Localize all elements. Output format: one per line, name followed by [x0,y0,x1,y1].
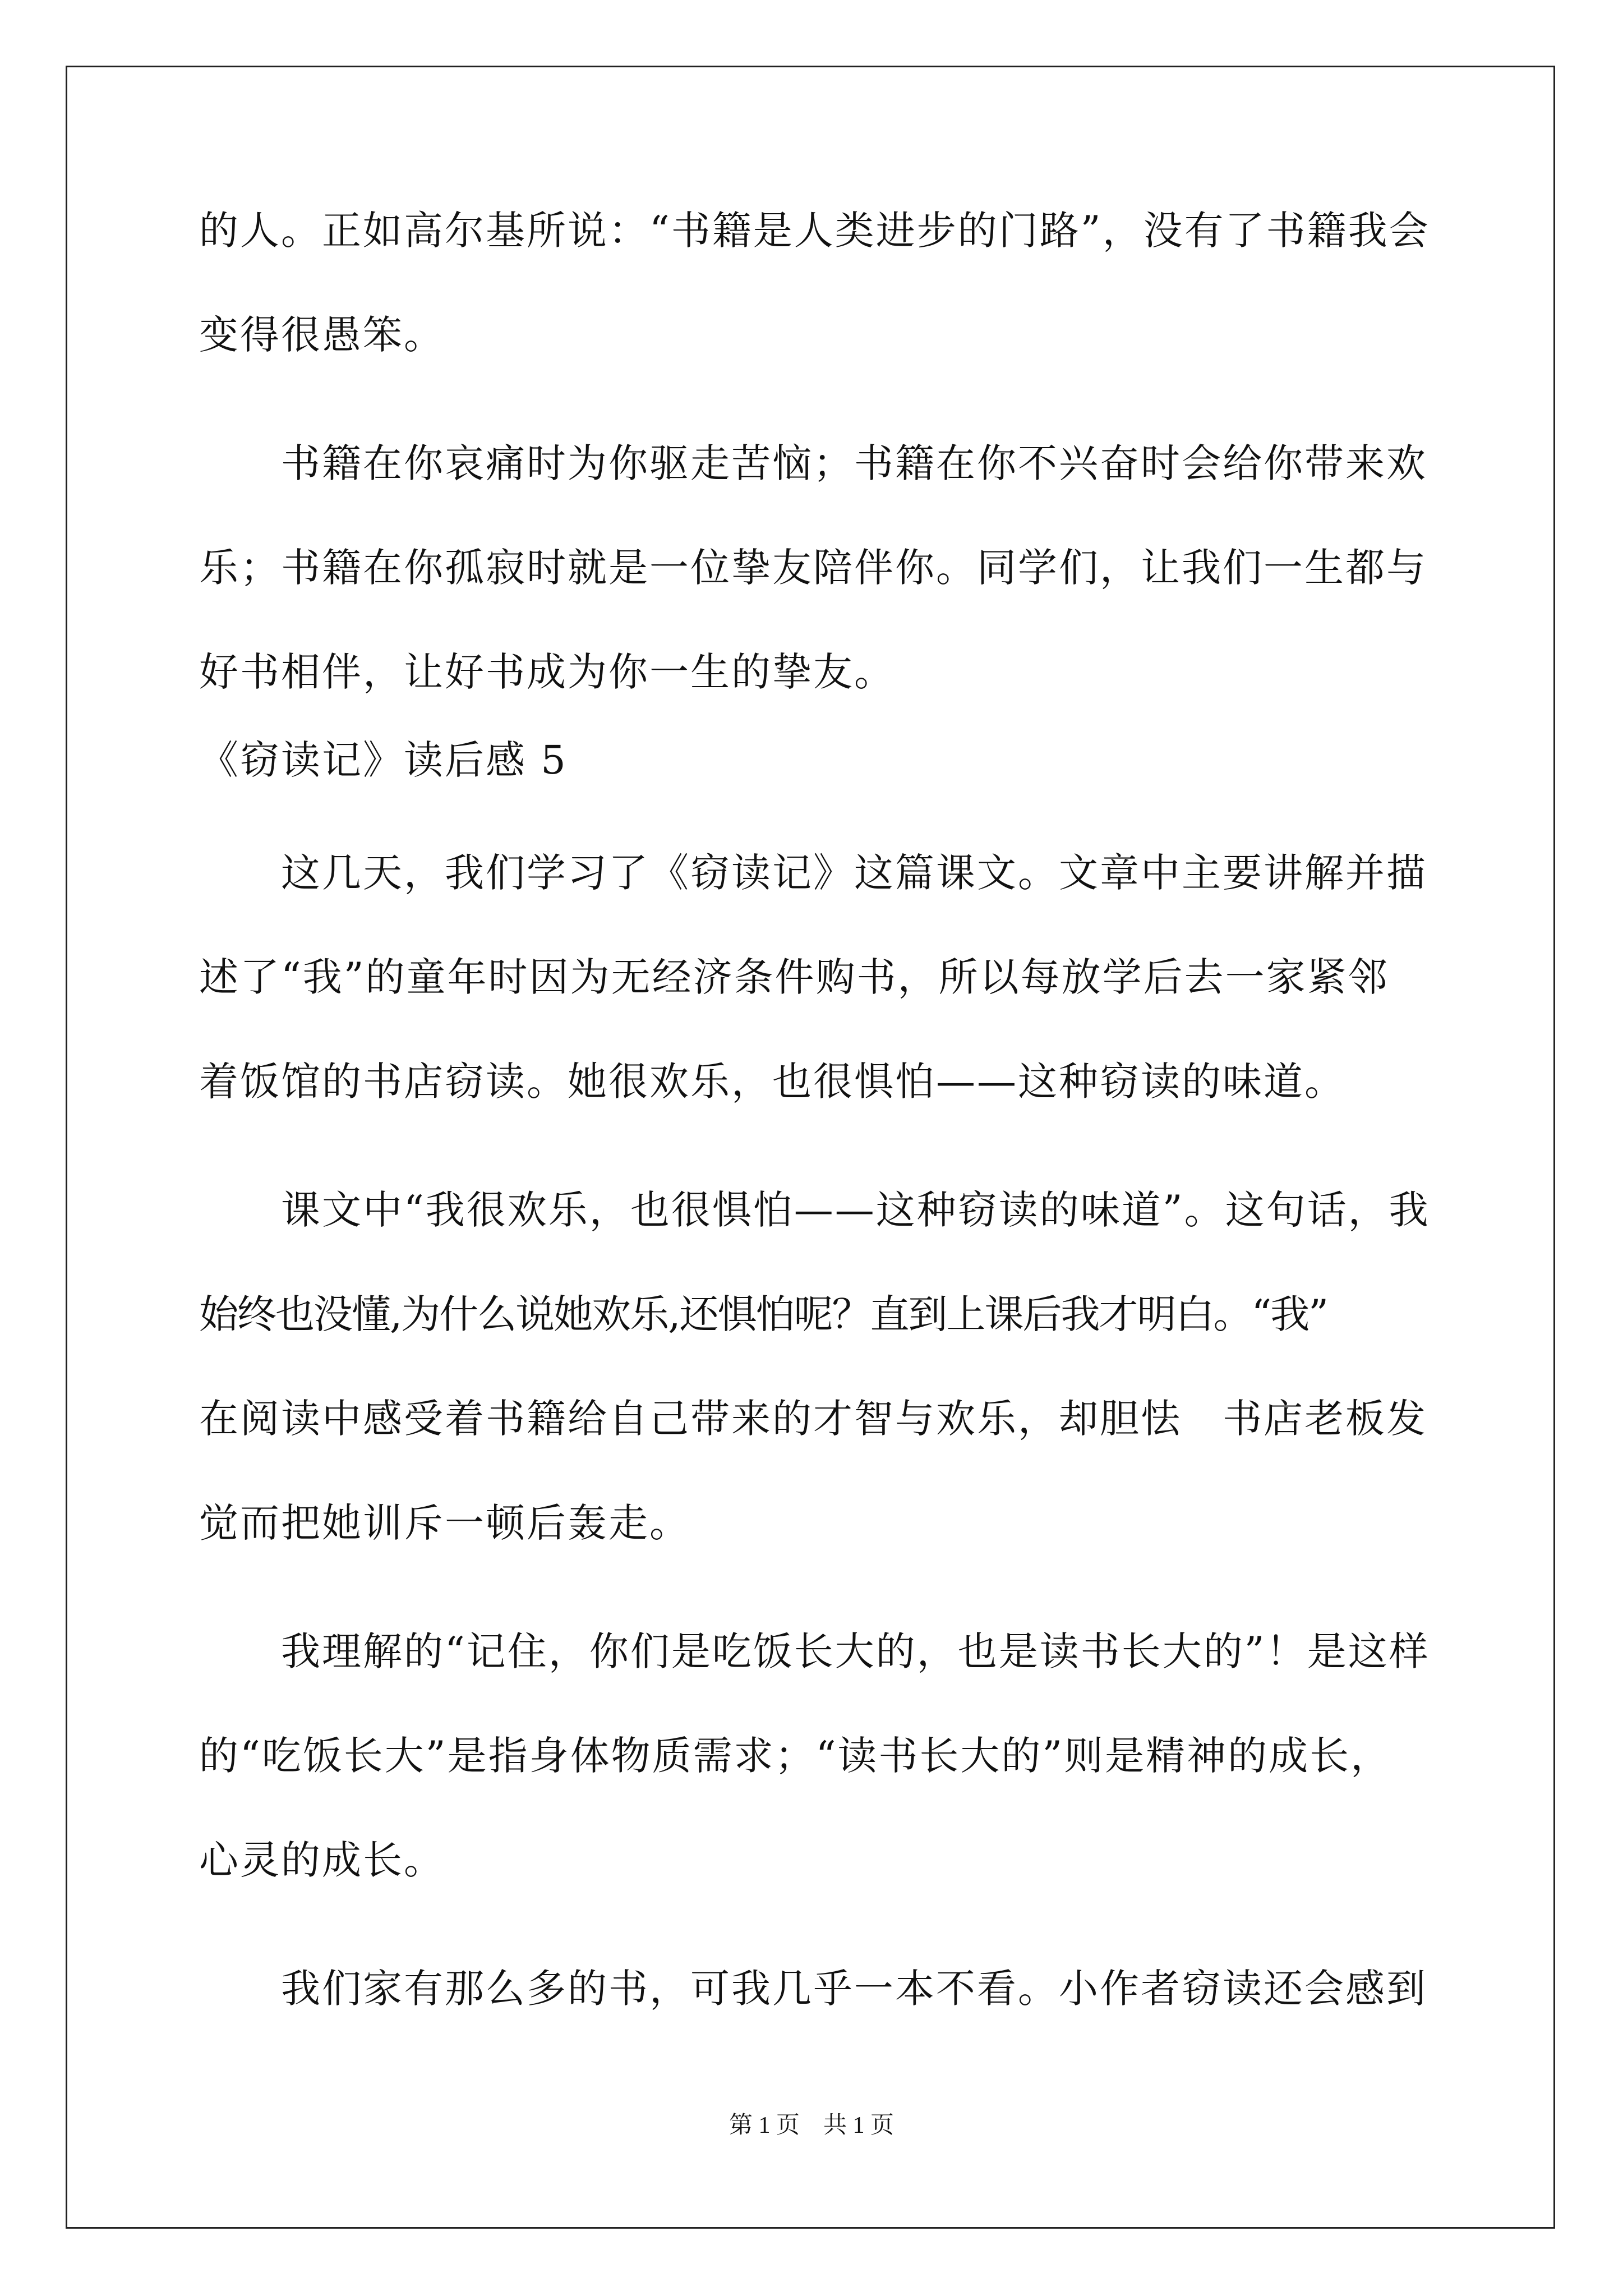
section-heading: 《窃读记》读后感 5 [199,737,568,783]
text-line: 着饭馆的书店窃读。她很欢乐，也很惧怕——这种窃读的味道。 [199,1059,1345,1105]
text-line: 在阅读中感受着书籍给自己带来的才智与欢乐，却胆怯 书店老板发 [199,1396,1427,1442]
text-line: 心灵的成长。 [199,1837,445,1883]
text-line: 始终也没懂,为什么说她欢乐,还惧怕呢？直到上课后我才明白。“我” [199,1291,1328,1337]
text-line: 好书相伴，让好书成为你一生的挚友。 [199,649,895,695]
text-line: 的“吃饭长大”是指身体物质需求；“读书长大的”则是精神的成长， [199,1733,1392,1779]
text-line: 觉而把她训斥一顿后轰走。 [199,1500,690,1546]
text-line: 述了“我”的童年时因为无经济条件购书，所以每放学后去一家紧邻 [199,954,1389,1000]
text-line: 我理解的“记住，你们是吃饭长大的，也是读书长大的”！是这样 [199,1628,1430,1674]
text-line: 的人。正如高尔基所说：“书籍是人类进步的门路”，没有了书籍我会 [199,208,1430,254]
text-line: 书籍在你哀痛时为你驱走苦恼；书籍在你不兴奋时会给你带来欢 [199,440,1427,486]
text-line: 变得很愚笨。 [199,312,445,358]
text-line: 我们家有那么多的书，可我几乎一本不看。小作者窃读还会感到 [199,1966,1427,2012]
text-line: 乐；书籍在你孤寂时就是一位挚友陪伴你。同学们，让我们一生都与 [199,545,1427,591]
page-number: 第 1 页 共 1 页 [728,2113,894,2138]
document-body [199,208,1472,2012]
text-line: 课文中“我很欢乐，也很惧怕——这种窃读的味道”。这句话，我 [199,1187,1430,1233]
text-line: 这几天，我们学习了《窃读记》这篇课文。文章中主要讲解并描 [199,850,1427,896]
